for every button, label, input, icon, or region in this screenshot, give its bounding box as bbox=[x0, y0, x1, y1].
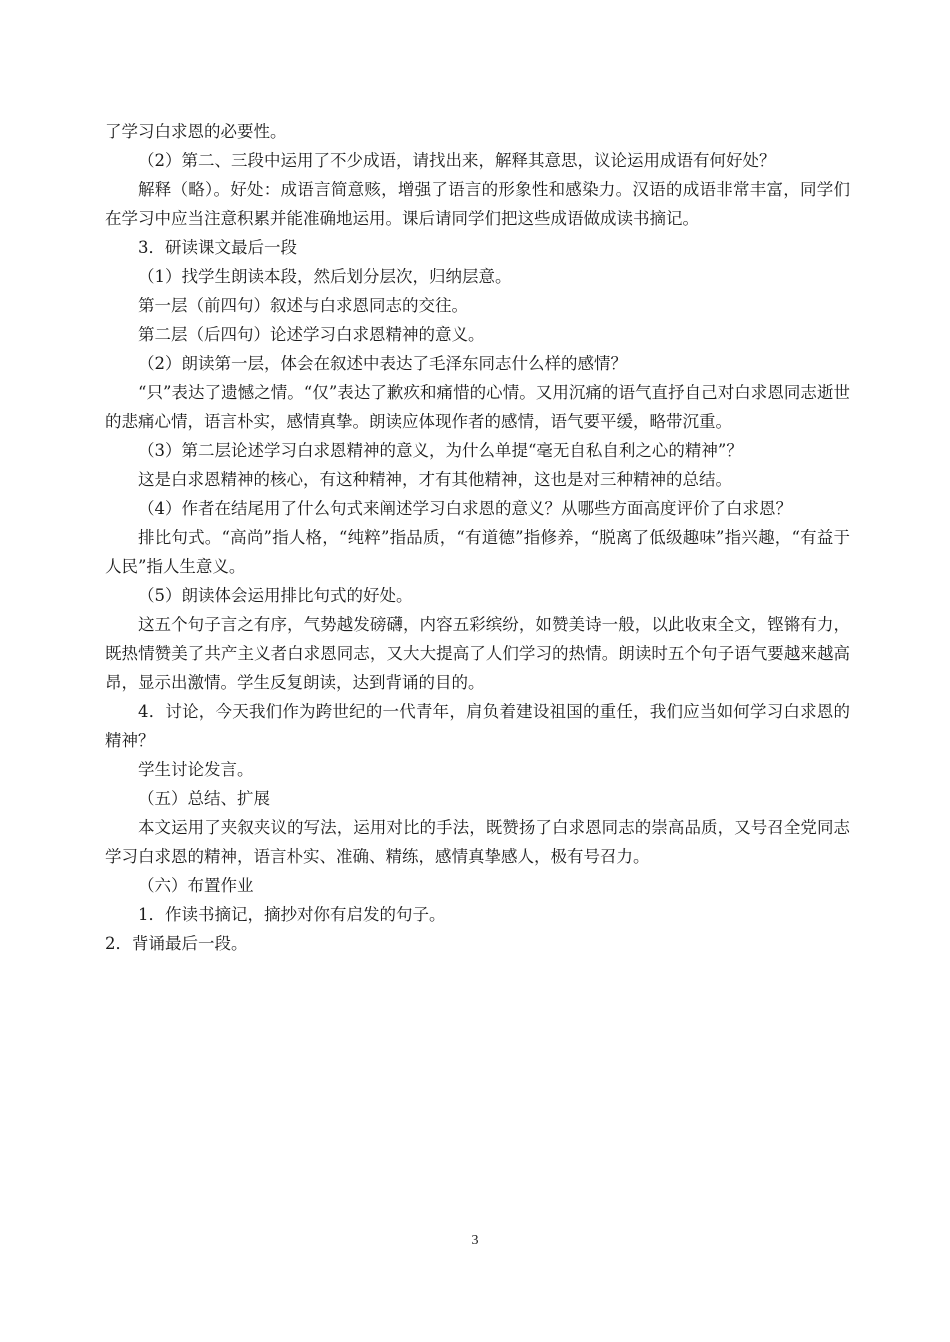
paragraph-9: “只”表达了遗憾之情。“仅”表达了歉疚和痛惜的心情。又用沉痛的语气直抒自己对白求恩同志逝世的悲痛心情，语言朴实，感情真挚。朗读应体现作者的感情，语气要平缓，略带沉重。 bbox=[105, 383, 850, 431]
paragraph-8: （2）朗读第一层，体会在叙述中表达了毛泽东同志什么样的感情？ bbox=[138, 354, 627, 373]
paragraph-19: 本文运用了夹叙夹议的写法，运用对比的手法，既赞扬了白求恩同志的崇高品质，又号召全党同志学习白求恩的精神，语言朴实、准确、精练，感情真挚感人，极有号召力。 bbox=[105, 818, 850, 866]
paragraph-12: （4）作者在结尾用了什么句式来阐述学习白求恩的意义？从哪些方面高度评价了白求恩？ bbox=[138, 499, 792, 518]
paragraph-15: 这五个句子言之有序，气势越发磅礴，内容五彩缤纷，如赞美诗一般，以此收束全文，铿锵有力，既热情赞美了共产主义者白求恩同志，又大大提高了人们学习的热情。朗读时五个句子语气要越来越高昂，显示出激情。学生反复朗读，达到背诵的目的。 bbox=[105, 615, 850, 692]
paragraph-11: 这是白求恩精神的核心，有这种精神，才有其他精神，这也是对三种精神的总结。 bbox=[138, 470, 732, 489]
paragraph-5: （1）找学生朗读本段，然后划分层次，归纳层意。 bbox=[138, 267, 512, 286]
paragraph-20: （六）布置作业 bbox=[138, 876, 254, 895]
paragraph-21: 1．作读书摘记，摘抄对你有启发的句子。 bbox=[138, 905, 446, 924]
paragraph-6: 第一层（前四句）叙述与白求恩同志的交往。 bbox=[138, 296, 468, 315]
document-body bbox=[105, 117, 850, 958]
paragraph-10: （3）第二层论述学习白求恩精神的意义，为什么单提“毫无自私自利之心的精神”？ bbox=[138, 441, 743, 460]
paragraph-14: （5）朗读体会运用排比句式的好处。 bbox=[138, 586, 413, 605]
paragraph-2: （2）第二、三段中运用了不少成语，请找出来，解释其意思，议论运用成语有何好处？ bbox=[138, 151, 776, 170]
page-number: 3 bbox=[471, 1233, 479, 1248]
paragraph-22: 2．背诵最后一段。 bbox=[105, 934, 248, 953]
paragraph-3: 解释（略）。好处：成语言简意赅，增强了语言的形象性和感染力。汉语的成语非常丰富，同学们在学习中应当注意积累并能准确地运用。课后请同学们把这些成语做成读书摘记。 bbox=[105, 180, 850, 228]
paragraph-13: 排比句式。“高尚”指人格，“纯粹”指品质，“有道德”指修养，“脱离了低级趣味”指兴趣，“有益于人民”指人生意义。 bbox=[105, 528, 850, 576]
paragraph-4: 3．研读课文最后一段 bbox=[138, 238, 297, 257]
paragraph-16: 4．讨论，今天我们作为跨世纪的一代青年，肩负着建设祖国的重任，我们应当如何学习白求恩的精神？ bbox=[105, 702, 850, 750]
paragraph-7: 第二层（后四句）论述学习白求恩精神的意义。 bbox=[138, 325, 485, 344]
paragraph-17: 学生讨论发言。 bbox=[138, 760, 254, 779]
paragraph-18: （五）总结、扩展 bbox=[138, 789, 270, 808]
paragraph-1: 了学习白求恩的必要性。 bbox=[105, 122, 287, 141]
